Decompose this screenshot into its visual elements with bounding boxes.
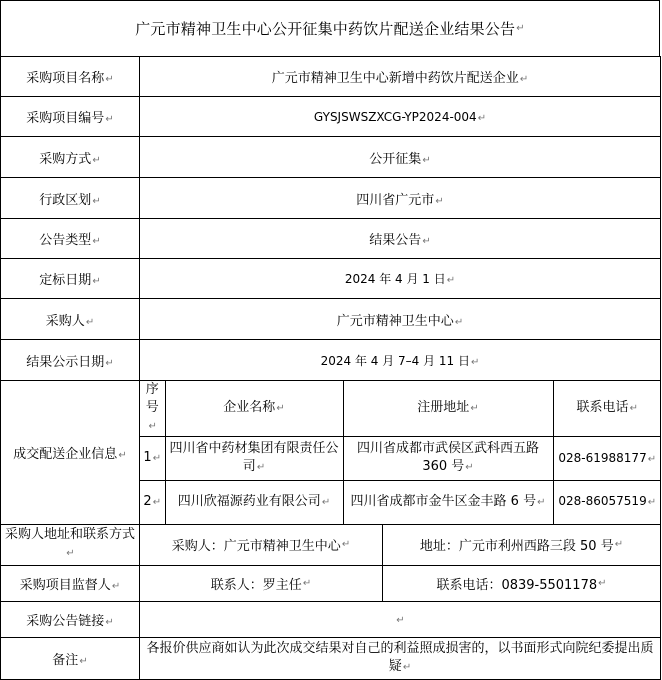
table-row	[140, 437, 661, 481]
purchaser-value: 广元市精神卫生中心↵	[140, 299, 661, 340]
publicity-date-value: 2024 年 4 月 7–4 月 11 日↵	[140, 340, 661, 381]
contact-label: 采购人地址和联系方式↵	[1, 524, 140, 565]
table-row	[140, 481, 661, 524]
award-date-value: 2024 年 4 月 1 日↵	[140, 259, 661, 299]
row-method	[1, 137, 661, 178]
purchaser-label: 采购人↵	[1, 299, 140, 340]
supervisor-contact: 联系人：罗主任 ↵	[210, 577, 312, 593]
suppliers-table	[140, 381, 661, 524]
publicity-date-label: 结果公示日期↵	[1, 340, 140, 381]
supplier-phone: 028-86057519↵	[553, 481, 661, 524]
row-suppliers	[1, 381, 661, 525]
project-code-label: 采购项目编号↵	[1, 97, 140, 137]
supplier-seq: 2↵	[140, 481, 165, 524]
header-address: 注册地址↵	[343, 381, 553, 437]
row-purchaser	[1, 299, 661, 340]
header-phone: 联系电话↵	[553, 381, 661, 437]
paragraph-mark: ↵	[516, 23, 525, 34]
suppliers-label: 成交配送企业信息↵	[1, 381, 140, 525]
row-project-code	[1, 97, 661, 137]
row-supervisor	[1, 565, 661, 601]
supervisor-phone: 联系电话：0839-5501178 ↵	[382, 566, 660, 601]
header-name: 企业名称↵	[165, 381, 343, 437]
award-date-label: 定标日期↵	[1, 259, 140, 299]
project-code-value: GYSJSWSZXCG-YP2024-004↵	[140, 97, 661, 137]
row-region	[1, 178, 661, 219]
row-remark	[1, 637, 661, 679]
supplier-address: 四川省成都市武侯区武科西五路 360 号↵	[343, 437, 553, 481]
contact-address: 地址：广元市利州西路三段 50 号 ↵	[382, 525, 660, 565]
supplier-address: 四川省成都市金牛区金丰路 6 号↵	[343, 481, 553, 524]
method-label: 采购方式↵	[1, 137, 140, 178]
link-label: 采购公告链接↵	[1, 601, 140, 637]
link-value[interactable]: ↵	[140, 601, 661, 637]
contact-purchaser: 采购人：广元市精神卫生中心 ↵	[171, 539, 351, 554]
supervisor-label: 采购项目监督人↵	[1, 565, 140, 601]
row-project-name	[1, 57, 661, 97]
notice-title	[0, 0, 660, 57]
row-link	[1, 601, 661, 637]
method-value: 公开征集↵	[140, 137, 661, 178]
supplier-name: 四川省中药材集团有限责任公司↵	[165, 437, 343, 481]
notice-type-value: 结果公告↵	[140, 219, 661, 259]
supervisor-cell	[140, 565, 661, 601]
supplier-seq: 1↵	[140, 437, 165, 481]
row-award-date	[1, 259, 661, 299]
notice-title-text: 广元市精神卫生中心公开征集中药饮片配送企业结果公告	[135, 20, 516, 38]
suppliers-cell	[140, 381, 661, 525]
header-seq: 序号↵	[140, 381, 165, 437]
region-value: 四川省广元市↵	[140, 178, 661, 219]
notice-type-label: 公告类型↵	[1, 219, 140, 259]
remark-label: 备注↵	[1, 637, 140, 679]
supplier-name: 四川欣福源药业有限公司↵	[165, 481, 343, 524]
project-name-value: 广元市精神卫生中心新增中药饮片配送企业↵	[140, 57, 661, 97]
row-contact	[1, 524, 661, 565]
contact-cell	[140, 524, 661, 565]
supplier-phone: 028-61988177↵	[553, 437, 661, 481]
notice-table	[0, 56, 661, 680]
project-name-label: 采购项目名称↵	[1, 57, 140, 97]
row-notice-type	[1, 219, 661, 259]
region-label: 行政区划↵	[1, 178, 140, 219]
remark-value: 各报价供应商如认为此次成交结果对自己的利益照成损害的，以书面形式向院纪委提出质疑↵	[140, 637, 661, 679]
row-publicity-date	[1, 340, 661, 381]
suppliers-header-row	[140, 381, 661, 437]
